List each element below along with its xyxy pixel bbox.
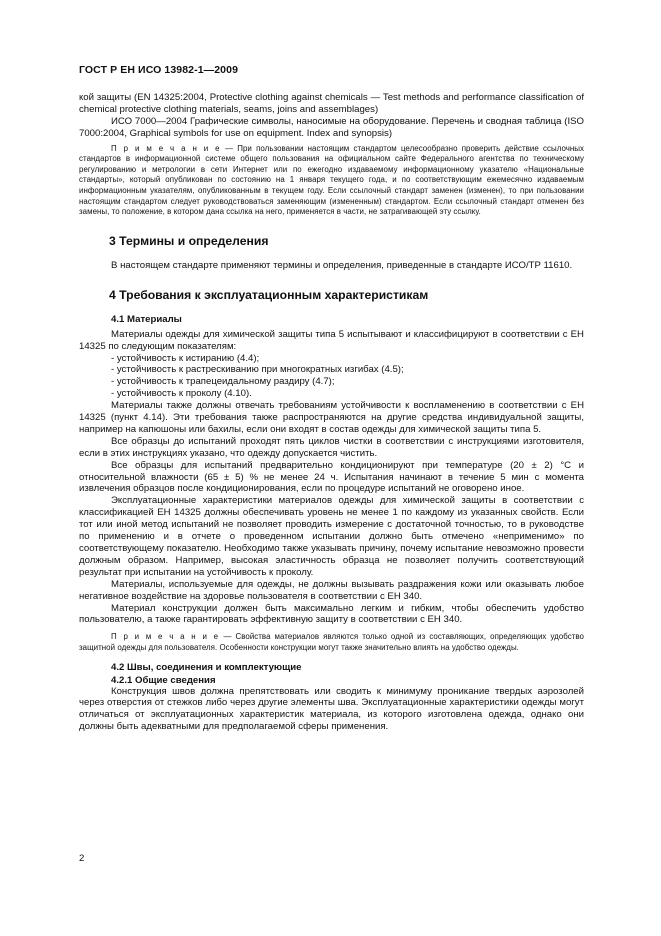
section-4-heading: 4 Требования к эксплуатационным характеристикам (109, 287, 429, 302)
list-item: - устойчивость к трапецеидальному раздиру (4.7); (111, 376, 335, 388)
note-text: — При пользовании настоящим стандартом целесообразно проверить действие ссылочных стандартов в информационной системе общего пользования на официальном сайте Федерального агентства по техническому регулированию и метрологии в сети Интернет или по ежегодно издаваемому информационному указателю «Национальные стандарты», который опубликован по состоянию на 1 января текущего года, и по соответствующим ежемесячно издаваемым информационным указателям, опубликованным в текущем году. Если ссылочный стандарт заменен (изменен), то при пользовании настоящим стандартом следует руководствоваться заменяющим (измененным) стандартом. Если ссылочный стандарт отменен без замены, то положение, в котором дана ссылка на него, применяется в части, не затрагивающей эту ссылку. (79, 143, 585, 217)
section-4-1-skin: Материалы, используемые для одежды, не должны вызывать раздражения кожи или оказывать любое негативное воздействие на здоровье пользователя в соответствии с ЕН 340. (79, 578, 584, 602)
section-4-1-comfort: Материал конструкции должен быть максимально легким и гибким, чтобы обеспечить удобство пользователю, а также гарантировать эффективную защиту в соответствии с ЕН 340. (79, 602, 584, 626)
note-materials (79, 632, 584, 653)
section-4-1-conditioning: Все образцы для испытаний предварительно кондиционируют при температуре (20 ± 2) °С и относительной влажности (65 ± 5) % не менее 24 ч. Испытания начинают в течение 5 мин с момента извлечения образцов после кондиционирования, если по процедуре испытаний не оговорено иное. (79, 459, 584, 495)
section-4-2-heading: 4.2 Швы, соединения и комплектующие (111, 661, 302, 673)
section-3-heading: 3 Термины и определения (109, 233, 269, 248)
running-header: ГОСТ Р ЕН ИСО 13982-1—2009 (79, 64, 239, 76)
list-item: - устойчивость к проколу (4.10). (111, 388, 252, 400)
page-number: 2 (79, 853, 85, 864)
list-item: - устойчивость к растрескиванию при многократных изгибах (4.5); (111, 364, 404, 376)
section-4-2-1-heading: 4.2.1 Общие сведения (111, 674, 216, 686)
note-references (79, 144, 584, 218)
list-item: - устойчивость к истиранию (4.4); (111, 352, 260, 364)
section-3-text: В настоящем стандарте применяют термины и определения, приведенные в стандарте ИСО/ТР 11610. (111, 259, 573, 271)
section-4-1-cleaning: Все образцы до испытаний проходят пять циклов чистки в соответствии с инструкциями изготовителя, если в этих инструкциях указано, что одежду допускается чистить. (79, 435, 584, 459)
page-content (79, 92, 584, 733)
ref-iso7000: ИСО 7000—2004 Графические символы, наносимые на оборудование. Перечень и сводная таблица (ISO 7000:2004, Graphical symbols for use on equipment. Index and synopsis) (79, 115, 584, 139)
section-4-2-1-text: Конструкция швов должна препятствовать или сводить к минимуму проникание твердых аэрозолей через отверстия от стежков либо через другие элементы шва. Эксплуатационные характеристики одежды могут отличаться от эксплуатационных характеристик материала, из которого изготовлена одежда, однако они должны быть адекватными для предполагаемой сферы применения. (79, 685, 584, 733)
section-4-1-heading: 4.1 Материалы (111, 313, 182, 325)
note-text: — Свойства материалов являются только одной из составляющих, определяющих удобство защитной одежды для пользователя. Особенности конструкции могут также значительно влиять на удобство одежды. (79, 632, 584, 652)
section-4-1-classification: Эксплуатационные характеристики материалов одежды для химической защиты в соответствии с классификацией ЕН 14325 должны обеспечивать уровень не менее 1 по каждому из указанных свойств. Если тот или иной метод испытаний не позволяет проводить измерение с достаточной точностью, то в руководстве по применению и в отчете о проведенном испытании должно быть отмечено «неприменимо» по соответствующему показателю. Необходимо также указывать причину, почему испытание невозможно провести должным образом. Например, высокая эластичность образца не позволяет получить соответствующий результат при испытании на устойчивость к проколу. (79, 495, 584, 578)
note-label: П р и м е ч а н и е (111, 632, 220, 642)
section-4-1-intro: Материалы одежды для химической защиты типа 5 испытывают и классифицируют в соответствии с ЕН 14325 по следующим показателям: (79, 328, 584, 352)
note-label: П р и м е ч а н и е (111, 143, 221, 153)
ref-en14325-continued: кой защиты (EN 14325:2004, Protective clothing against chemicals — Test methods and performance classification of chemical protective clothing materials, seams, joins and assemblages) (79, 92, 584, 115)
section-4-1-flammability: Материалы также должны отвечать требованиям устойчивости к воспламенению в соответствии с ЕН 14325 (пункт 4.14). Эти требования также распространяются на другие средства индивидуальной защиты, например на капюшоны или бахилы, если они входят в состав одежды для химической защиты типа 5. (79, 400, 584, 435)
